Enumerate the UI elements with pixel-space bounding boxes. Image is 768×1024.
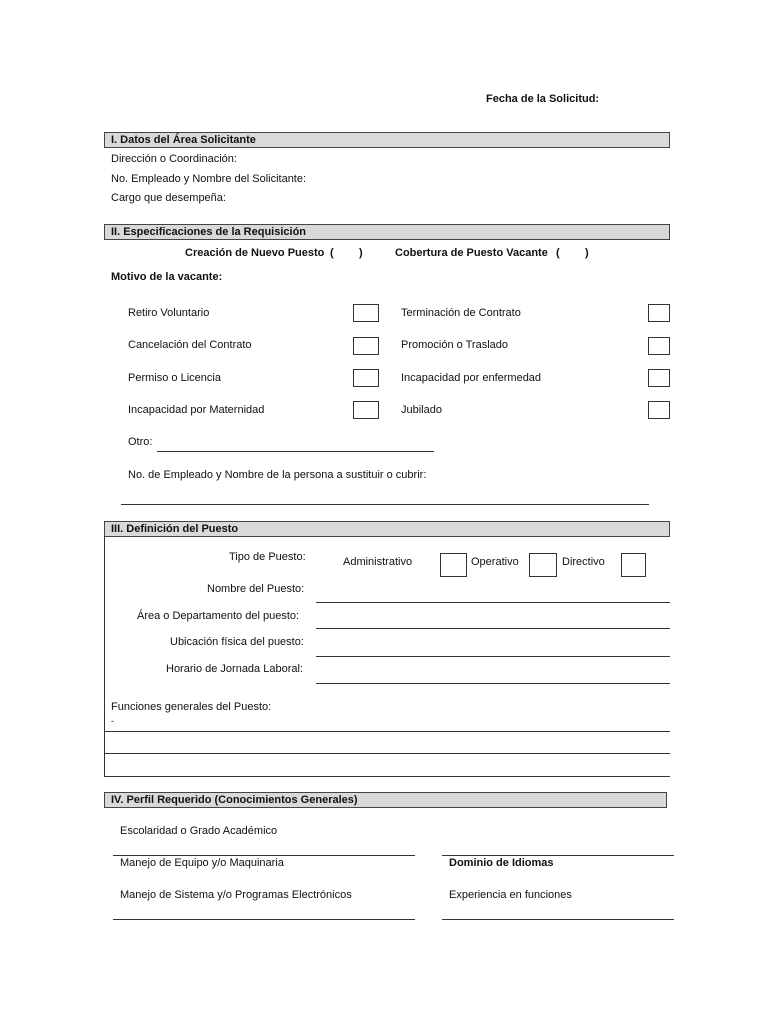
retiro-voluntario-label: Retiro Voluntario bbox=[128, 307, 210, 319]
motivo-label: Motivo de la vacante: bbox=[111, 271, 223, 283]
area-puesto-label: Área o Departamento del puesto: bbox=[137, 610, 300, 622]
right-top-input-line[interactable] bbox=[442, 855, 674, 856]
cobertura-paren-close: ) bbox=[585, 247, 589, 259]
section-3-left-border bbox=[104, 536, 105, 776]
retiro-voluntario-checkbox[interactable] bbox=[353, 304, 379, 322]
jubilado-checkbox[interactable] bbox=[648, 401, 670, 419]
creacion-label: Creación de Nuevo Puesto bbox=[185, 247, 325, 259]
empleado-solicitante-label: No. Empleado y Nombre del Solicitante: bbox=[111, 173, 307, 185]
incapacidad-maternidad-label: Incapacidad por Maternidad bbox=[128, 404, 265, 416]
tipo-administrativo-label: Administrativo bbox=[343, 556, 413, 568]
cancelacion-contrato-checkbox[interactable] bbox=[353, 337, 379, 355]
experiencia-input-line[interactable] bbox=[442, 919, 674, 920]
creacion-paren-open: ( bbox=[330, 247, 334, 259]
permiso-licencia-label: Permiso o Licencia bbox=[128, 372, 221, 384]
tipo-directivo-label: Directivo bbox=[562, 556, 605, 568]
direccion-label: Dirección o Coordinación: bbox=[111, 153, 237, 165]
escolaridad-input-line[interactable] bbox=[113, 855, 415, 856]
sustituir-label: No. de Empleado y Nombre de la persona a sustituir o cubrir: bbox=[128, 469, 427, 481]
otro-label: Otro: bbox=[128, 436, 153, 448]
terminacion-contrato-label: Terminación de Contrato bbox=[401, 307, 521, 319]
creacion-paren-close: ) bbox=[359, 247, 363, 259]
terminacion-contrato-checkbox[interactable] bbox=[648, 304, 670, 322]
nombre-puesto-input-line[interactable] bbox=[316, 602, 670, 603]
incapacidad-enfermedad-checkbox[interactable] bbox=[648, 369, 670, 387]
permiso-licencia-checkbox[interactable] bbox=[353, 369, 379, 387]
promocion-traslado-checkbox[interactable] bbox=[648, 337, 670, 355]
nombre-puesto-label: Nombre del Puesto: bbox=[207, 583, 305, 595]
funciones-line-2[interactable] bbox=[104, 753, 670, 754]
incapacidad-maternidad-checkbox[interactable] bbox=[353, 401, 379, 419]
funciones-line-1[interactable] bbox=[104, 731, 670, 732]
idiomas-label: Dominio de Idiomas bbox=[449, 857, 554, 869]
section-1-header: I. Datos del Área Solicitante bbox=[104, 132, 670, 148]
area-puesto-input-line[interactable] bbox=[316, 628, 670, 629]
tipo-puesto-label: Tipo de Puesto: bbox=[229, 551, 306, 563]
section-2-header: II. Especificaciones de la Requisición bbox=[104, 224, 670, 240]
sistemas-label: Manejo de Sistema y/o Programas Electrónicos bbox=[120, 889, 352, 901]
sistemas-input-line[interactable] bbox=[113, 919, 415, 920]
sustituir-input-line[interactable] bbox=[121, 504, 649, 505]
promocion-traslado-label: Promoción o Traslado bbox=[401, 339, 508, 351]
fecha-solicitud-label: Fecha de la Solicitud: bbox=[486, 93, 600, 105]
section-4-header: IV. Perfil Requerido (Conocimientos Generales) bbox=[104, 792, 667, 808]
cancelacion-contrato-label: Cancelación del Contrato bbox=[128, 339, 252, 351]
tipo-operativo-label: Operativo bbox=[471, 556, 519, 568]
cobertura-paren-open: ( bbox=[556, 247, 560, 259]
funciones-label: Funciones generales del Puesto: bbox=[111, 701, 272, 713]
section-3-header: III. Definición del Puesto bbox=[104, 521, 670, 537]
otro-input-line[interactable] bbox=[157, 451, 434, 452]
experiencia-label: Experiencia en funciones bbox=[449, 889, 572, 901]
ubicacion-puesto-label: Ubicación física del puesto: bbox=[170, 636, 304, 648]
funciones-bullet: - bbox=[111, 716, 114, 726]
tipo-operativo-checkbox[interactable] bbox=[529, 553, 557, 577]
escolaridad-label: Escolaridad o Grado Académico bbox=[120, 825, 278, 837]
cobertura-label: Cobertura de Puesto Vacante bbox=[395, 247, 548, 259]
horario-input-line[interactable] bbox=[316, 683, 670, 684]
jubilado-label: Jubilado bbox=[401, 404, 442, 416]
equipo-label: Manejo de Equipo y/o Maquinaria bbox=[120, 857, 284, 869]
tipo-administrativo-checkbox[interactable] bbox=[440, 553, 467, 577]
incapacidad-enfermedad-label: Incapacidad por enfermedad bbox=[401, 372, 542, 384]
cargo-label: Cargo que desempeña: bbox=[111, 192, 226, 204]
tipo-directivo-checkbox[interactable] bbox=[621, 553, 646, 577]
funciones-line-3[interactable] bbox=[104, 776, 670, 777]
ubicacion-puesto-input-line[interactable] bbox=[316, 656, 670, 657]
horario-label: Horario de Jornada Laboral: bbox=[166, 663, 303, 675]
